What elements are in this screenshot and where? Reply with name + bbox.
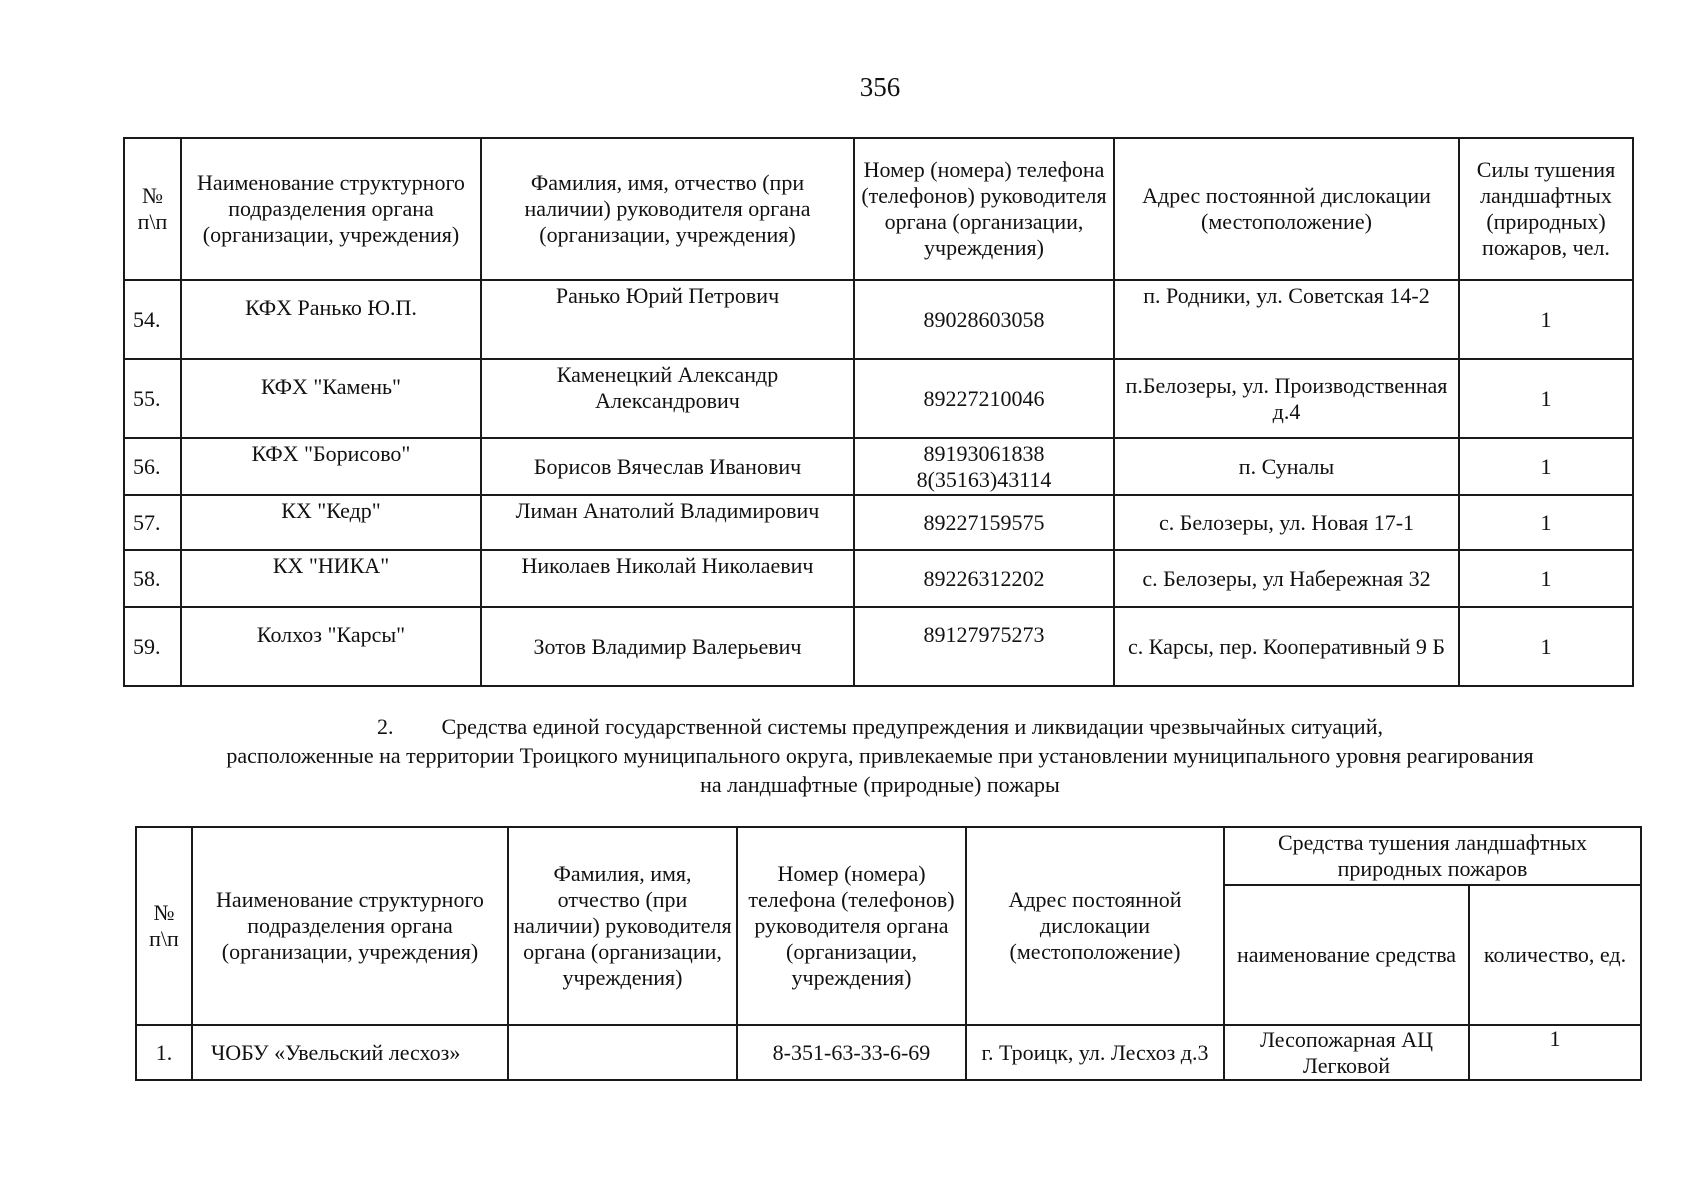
row-phone: 89226312202 — [854, 550, 1114, 607]
header-num: № п\п — [124, 138, 181, 280]
header-address: Адрес постоянной дислокации (местоположение) — [966, 827, 1224, 1025]
header-means-qty: количество, ед. — [1469, 885, 1641, 1025]
row-forces: 1 — [1459, 438, 1633, 495]
row-means-qty: 1 — [1469, 1025, 1641, 1080]
row-head: Зотов Владимир Валерьевич — [481, 607, 854, 686]
header-phone: Номер (номера) телефона (телефонов) руководителя органа (организации, учреждения) — [737, 827, 966, 1025]
header-forces: Силы тушения ландшафтных (природных) пожаров, чел. — [1459, 138, 1633, 280]
table-row — [124, 438, 1633, 495]
row-address: с. Карсы, пер. Кооперативный 9 Б — [1114, 607, 1459, 686]
section-title-line-2: расположенные на территории Троицкого муниципального округа, привлекаемые при установлении муниципального уровня реагирования — [226, 743, 1534, 768]
table-row — [124, 359, 1633, 438]
row-phone: 89028603058 — [854, 280, 1114, 359]
fire-forces-table — [123, 137, 1634, 687]
row-phone-cell — [854, 438, 1114, 495]
table-row — [136, 1025, 1641, 1080]
table-header-row — [124, 138, 1633, 280]
table-row — [124, 550, 1633, 607]
row-name: КФХ "Борисово" — [181, 438, 481, 495]
row-phone: 89227210046 — [854, 359, 1114, 438]
row-head — [508, 1025, 737, 1080]
table-row — [124, 607, 1633, 686]
row-head: Николаев Николай Николаевич — [481, 550, 854, 607]
row-name: КФХ "Камень" — [181, 359, 481, 438]
row-head: Лиман Анатолий Владимирович — [481, 495, 854, 550]
row-address: г. Троицк, ул. Лесхоз д.3 — [966, 1025, 1224, 1080]
section-number: 2. — [377, 714, 394, 739]
row-num: 58. — [124, 550, 181, 607]
row-name: КФХ Ранько Ю.П. — [181, 280, 481, 359]
row-forces: 1 — [1459, 495, 1633, 550]
header-num: № п\п — [136, 827, 192, 1025]
row-forces: 1 — [1459, 550, 1633, 607]
header-phone: Номер (номера) телефона (телефонов) руководителя органа (организации, учреждения) — [854, 138, 1114, 280]
row-means-name: Лесопожарная АЦ Легковой — [1224, 1025, 1469, 1080]
row-address: п. Суналы — [1114, 438, 1459, 495]
table-header-row — [136, 827, 1641, 885]
row-num: 54. — [124, 280, 181, 359]
row-address: с. Белозеры, ул Набережная 32 — [1114, 550, 1459, 607]
row-name: КХ "НИКА" — [181, 550, 481, 607]
row-num: 59. — [124, 607, 181, 686]
row-head: Борисов Вячеслав Иванович — [481, 438, 854, 495]
row-num: 56. — [124, 438, 181, 495]
header-means-name: наименование средства — [1224, 885, 1469, 1025]
section-title-line-1: Средства единой государственной системы предупреждения и ликвидации чрезвычайных ситуаций, — [441, 714, 1383, 739]
page-number: 356 — [859, 72, 901, 102]
row-forces: 1 — [1459, 280, 1633, 359]
row-address: п. Родники, ул. Советская 14-2 — [1114, 280, 1459, 359]
header-address: Адрес постоянной дислокации (местоположение) — [1114, 138, 1459, 280]
row-name: КХ "Кедр" — [181, 495, 481, 550]
header-name: Наименование структурного подразделения органа (организации, учреждения) — [181, 138, 481, 280]
row-head: Каменецкий Александр Александрович — [481, 359, 854, 438]
row-forces: 1 — [1459, 607, 1633, 686]
row-address: с. Белозеры, ул. Новая 17-1 — [1114, 495, 1459, 550]
row-phone-2: 8(35163)43114 — [916, 466, 1052, 492]
row-phone: 8-351-63-33-6-69 — [737, 1025, 966, 1080]
row-num: 57. — [124, 495, 181, 550]
row-phone: 89193061838 — [923, 440, 1045, 466]
row-forces: 1 — [1459, 359, 1633, 438]
row-phone: 89127975273 — [854, 607, 1114, 686]
section-title-line-3: на ландшафтные (природные) пожары — [700, 772, 1060, 797]
section-heading-line-1 — [150, 712, 1610, 741]
row-name: Колхоз "Карсы" — [181, 607, 481, 686]
row-name: ЧОБУ «Увельский лесхоз» — [192, 1025, 508, 1080]
section-2-heading — [150, 712, 1610, 799]
header-head: Фамилия, имя, отчество (при наличии) руководителя органа (организации, учреждения) — [508, 827, 737, 1025]
row-num: 1. — [136, 1025, 192, 1080]
row-phone: 89227159575 — [854, 495, 1114, 550]
table-row — [124, 280, 1633, 359]
header-means-group: Средства тушения ландшафтных природных пожаров — [1224, 827, 1641, 885]
header-name: Наименование структурного подразделения органа (организации, учреждения) — [192, 827, 508, 1025]
emergency-means-table — [135, 826, 1642, 1081]
header-head: Фамилия, имя, отчество (при наличии) руководителя органа (организации, учреждения) — [481, 138, 854, 280]
row-address: п.Белозеры, ул. Производственная д.4 — [1114, 359, 1459, 438]
table-row — [124, 495, 1633, 550]
row-head: Ранько Юрий Петрович — [481, 280, 854, 359]
row-num: 55. — [124, 359, 181, 438]
